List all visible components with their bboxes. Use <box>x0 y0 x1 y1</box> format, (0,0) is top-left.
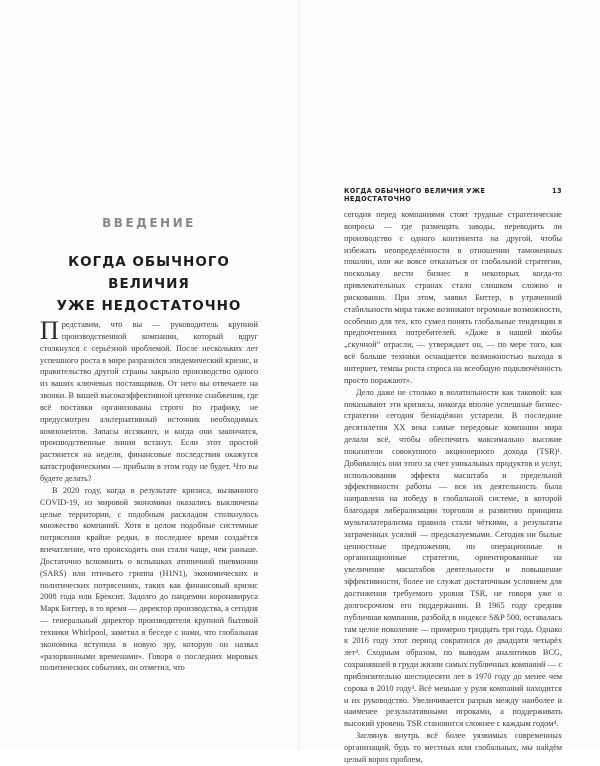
chapter-title <box>40 251 258 317</box>
running-header <box>344 187 562 203</box>
chapter-title-line-1: КОГДА ОБЫЧНОГО ВЕЛИЧИЯ <box>68 254 230 292</box>
left-paragraph-1 <box>40 316 258 485</box>
running-header-title: КОГДА ОБЫЧНОГО ВЕЛИЧИЯ УЖЕ НЕДОСТАТОЧНО <box>344 187 486 203</box>
right-paragraph-3: Заглянув внутрь всё более уязвимых современных организаций, будь то местных или глобальных, мы найдём целый ворох проблем, <box>344 731 562 764</box>
right-page <box>300 0 600 764</box>
right-paragraph-2: Дело даже не столько в волатильности как таковой: как показывают эти кризисы, никогда вполне успешные бизнес-стратегии сегодня безнадёжно устарели. В последние десятилетия XX века самые передовые компании мира делали всё, чтобы обеспечить максимально высокие показатели совокупного акционерного дохода (TSR)¹. Добивались они этого за счет уникальных продуктов и услуг, использования эффекта масштаба и предельной эффективности работы — вся их деятельность была направлена на победу в глобальной системе, в которой благодаря либерализации торговли и развитию принципа мультилатерализма правила стали чёткими, а результаты затраченных усилий — предсказуемыми. Сегодня ни былые ценностные предложения, ни операционные и организационные стратегии, ориентированные на увеличение масштабов деятельности и повышение эффективности, более не служат достаточным условием для достижения требуемого уровня TSR, не говоря уже о долгосрочном его поддержании. В 1965 году средняя публичная компания, разбойд в индексе S&P 500, оставалась там целое поколение — примерно тридцать три года. Однако к 2016 году этот период сократился до двадцати четырёх лет². Сходным образом, по выводам аналитиков BCG, сохранявшей в груди жизни самых публичных компаний — с приблизительно шестидесяти лет в 1970 году до менее чем сорока в 2010 году³. Всё меньше у руля компаний находится и их руководство. Увеличивается разрыв между наиболее и наименее результативными игроками, а поддерживать высокий уровень TSR становится сложнее с каждым годом⁴. <box>344 387 562 729</box>
left-paragraph-2: В 2020 году, когда в результате кризиса, вызванного COVID-19, из мировой экономики оказались выключены целые территории, с подобным раскладом столкнулось множество компаний. Хотя в целом подобные системные потрясения крайне редки, в последнее время создаётся впечатление, что происходить они стали чаще, чем раньше. Достаточно вспомнить о вспышках атипичной пневмонии (SARS) или птичьего гриппа (H1N1), экономических и политических потрясениях, таких как финансовый кризис 2008 года или Брексит. Задолго до пандемии коронавируса Марк Биттер, в то время — директор производства, а сегодня — генеральный директор производителя крупной бытовой техники Whirlpool, заметил в беседе с нами, что глобальная экономика вступила в новую эру, которую он назвал «разорванными временами». Говоря о последних мировых политических событиях, он отметил, что <box>40 485 258 673</box>
left-body-text <box>40 316 258 674</box>
page-number: 13 <box>552 187 562 195</box>
section-label: ВВЕДЕНИЕ <box>102 216 196 230</box>
left-paragraph-1-text: редставим, что вы — руководитель крупной производственной компании, который вдруг столкнулся с серьёзной проблемой. После нескольких лет успешного роста в мире разразился эпидемический кризис, и правительство другой страны закрыло производство одного из ваших ключевых поставщиков. От него вы отвечаете на звонки. В вашей высокоэффективной цепочке снабжения, где всё поставки организованы строго по графику, не предусмотрен альтернативный источник необходимых компонентов. Запасы иссякают, и когда они закончатся, производственные линии встанут. Если этот простой растянется на недели, финансовые последствия окажутся катастрофическими — прибыли в этом году не будет. Что вы будете делать? <box>40 320 258 483</box>
chapter-title-line-2: УЖЕ НЕДОСТАТОЧНО <box>56 298 242 314</box>
right-paragraph-1: сегодня перед компаниями стоят трудные стратегические вопросы — где размещать заводы, переводить ли производство с одного континента на другой, чтобы избежать неопределённости в отношении таможенных пошлин, или же вовсе отказаться от глобальной стратегии, поскольку вести бизнес в некоторых когда-то привлекательных странах стало слишком сложно и рискованно. При этом, заявил Биттер, в утраченной стабильности мира также возникают огромные возможности, особенно для тех, кто сумел понять глобальные тенденции в предпочтениях потребителей. «Даже в нашей якобы „скучной“ отрасли, — утверждает он, — по мере того, как всё больше техники оснащается возможностью выхода в интернет, темпы роста спроса на всеобщую подключённость просто поражают». <box>344 210 562 385</box>
drop-cap: П <box>40 316 59 345</box>
left-page <box>0 0 300 750</box>
right-body-text <box>344 209 562 766</box>
